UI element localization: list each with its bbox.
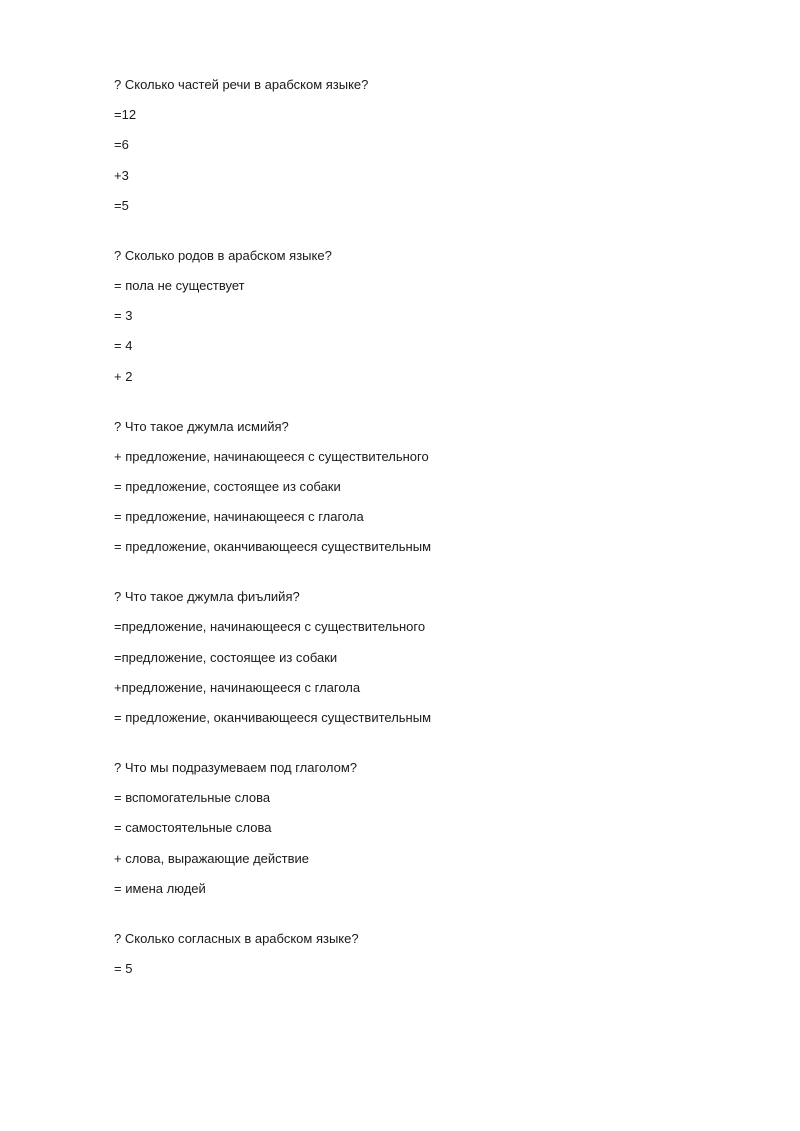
answer-option: = вспомогательные слова [114,790,271,806]
question-block [114,246,714,387]
answer-option: +3 [114,167,129,183]
question-text: ? Что мы подразумеваем под глаголом? [114,760,358,775]
answer-option: + слова, выражающие действие [114,850,309,866]
answer-option: +предложение, начинающееся с глагола [114,679,361,695]
question-block [114,929,714,979]
answer-option: =12 [114,107,137,123]
answer-option: =предложение, состоящее из собаки [114,649,338,665]
answer-option: = пола не существует [114,277,245,293]
answer-option: = имена людей [114,880,206,896]
question-text: ? Сколько согласных в арабском языке? [114,930,359,946]
answer-option: + 2 [114,368,133,384]
question-text: ? Что такое джумла исмийя? [114,418,289,434]
answer-option: = предложение, оканчивающееся существительным [114,710,432,725]
answer-option: =предложение, начинающееся с существительного [114,619,426,635]
answer-option: =6 [114,137,129,153]
question-block [114,587,714,728]
answer-option: =5 [114,197,129,213]
answer-option: = 3 [114,308,133,324]
answer-option: = предложение, начинающееся с глагола [114,509,364,525]
question-block [114,75,714,216]
question-block [114,417,714,558]
answer-option: = самостоятельные слова [114,820,272,836]
question-text: ? Сколько частей речи в арабском языке? [114,77,369,92]
answer-option: = 5 [114,960,133,976]
quiz-content [114,75,714,1009]
answer-option: = предложение, состоящее из собаки [114,478,341,494]
question-text: ? Сколько родов в арабском языке? [114,247,332,263]
answer-option: = предложение, оканчивающееся существительным [114,539,432,555]
answer-option: + предложение, начинающееся с существительного [114,448,429,464]
question-block [114,758,714,899]
question-text: ? Что такое джумла фиълийя? [114,589,300,605]
answer-option: = 4 [114,338,133,354]
